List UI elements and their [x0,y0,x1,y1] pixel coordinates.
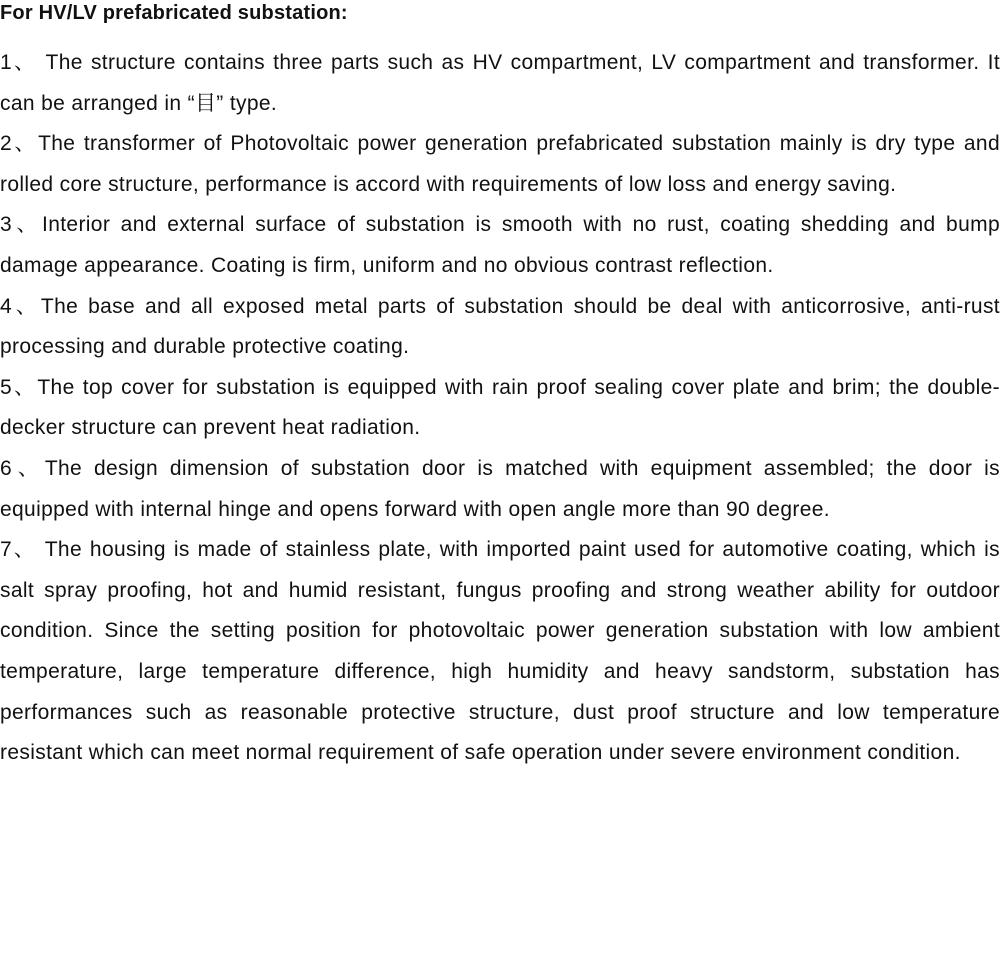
list-item-2: 2、The transformer of Photovoltaic power generation prefabricated substation mainly is dry type and rolled core structure, performance is accord with requirements of low loss and energy saving. [0,132,1000,196]
list-item-7: 7、 The housing is made of stainless plate, with imported paint used for automotive coating, which is salt spray proofing, hot and humid resistant, fungus proofing and strong weather ability for outdoor condition. Since the setting position for photovoltaic power generation substation with low ambient temperature, large temperature difference, high humidity and heavy sandstorm, substation has performances such as reasonable protective structure, dust proof structure and low temperature resistant which can meet normal requirement of safe operation under severe environment condition. [0,538,1000,765]
document-heading: For HV/LV prefabricated substation: [0,2,348,24]
list-item-1: 1、 The structure contains three parts such as HV compartment, LV compartment and transformer. It can be arranged in “目” type. [0,51,1000,115]
list-item-3: 3、Interior and external surface of substation is smooth with no rust, coating shedding and bump damage appearance. Coating is firm, uniform and no obvious contrast reflection. [0,213,1000,277]
list-item-4: 4、The base and all exposed metal parts of substation should be deal with anticorrosive, anti-rust processing and durable protective coating. [0,294,1000,359]
list-item-5: 5、The top cover for substation is equipped with rain proof sealing cover plate and brim; the double-decker structure can prevent heat radiation. [0,375,1000,440]
list-item-6: 6、The design dimension of substation door is matched with equipment assembled; the door is equipped with internal hinge and opens forward with open angle more than 90 degree. [0,456,1000,521]
